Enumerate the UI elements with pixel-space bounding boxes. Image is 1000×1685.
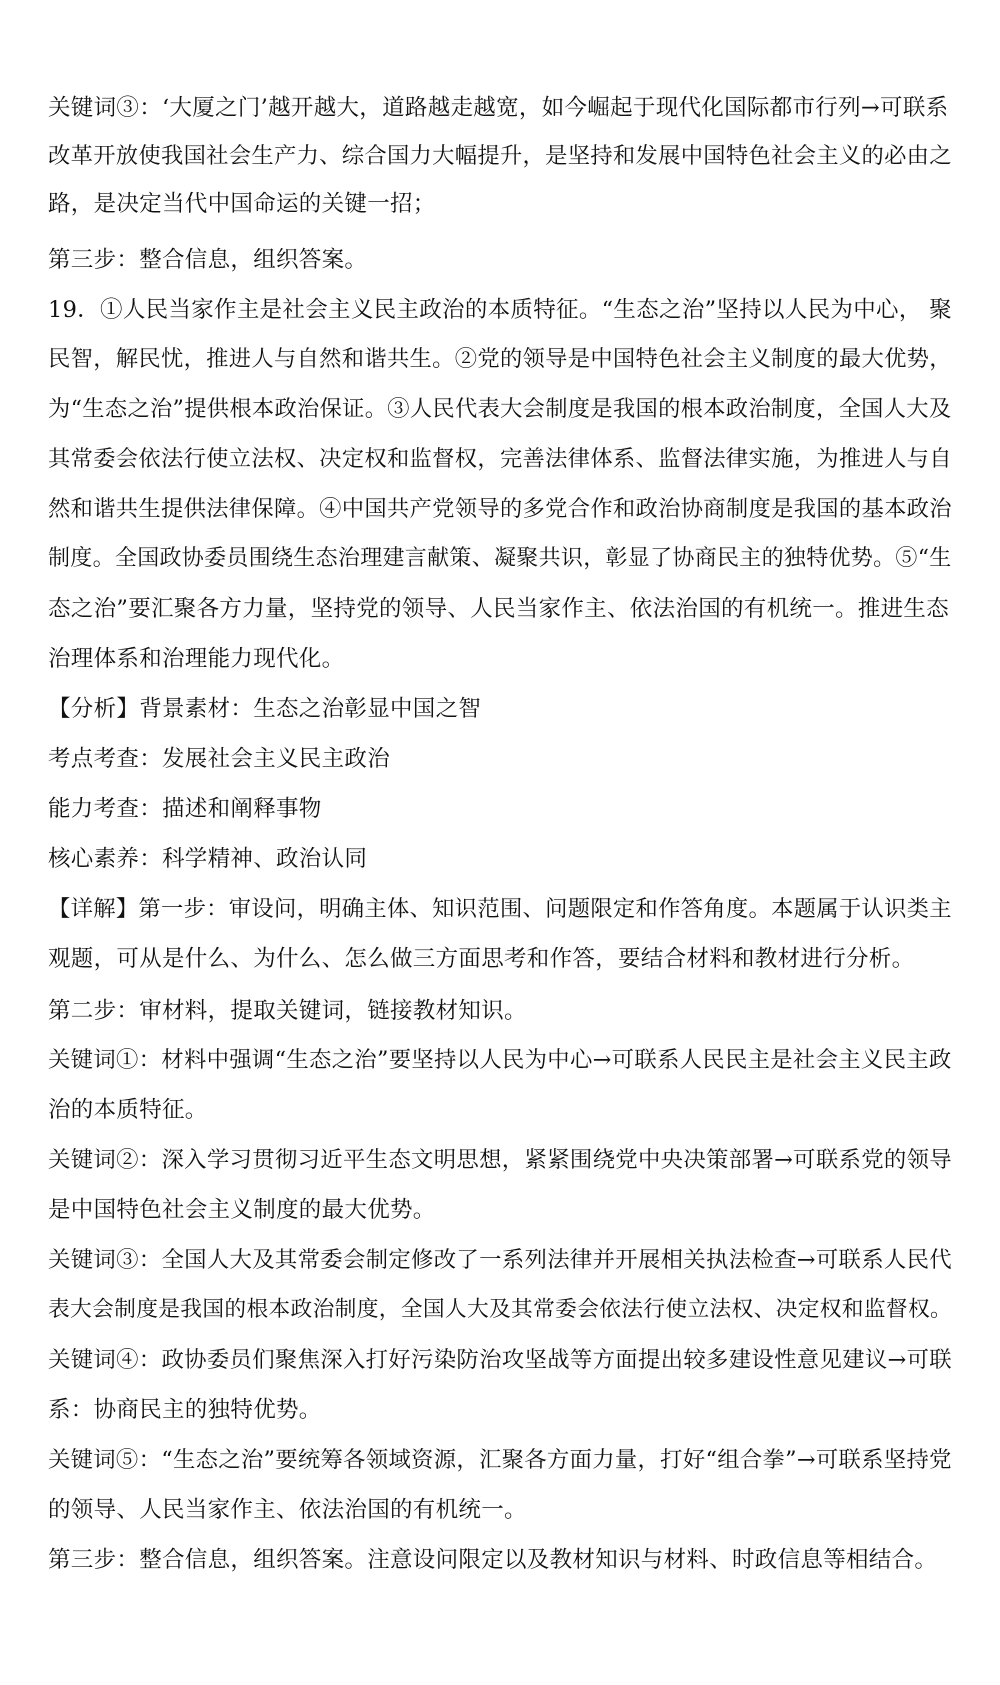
text-line: 关键词②：深入学习贯彻习近平生态文明思想，紧紧围绕党中央决策部署→可联系党的领导 [48,1147,952,1173]
text-line: 的领导、人民当家作主、依法治国的有机统一。 [48,1497,527,1523]
text-line: 其常委会依法行使立法权、决定权和监督权，完善法律体系、监督法律实施，为推进人与自 [48,446,952,472]
text-line: 治的本质特征。 [48,1097,208,1123]
text-line: 19．①人民当家作主是社会主义民主政治的本质特征。“生态之治”坚持以人民为中心， 聚 [48,297,952,323]
text-line: 态之治”要汇聚各方力量，坚持党的领导、人民当家作主、依法治国的有机统一。推进生态 [48,596,950,622]
text-line: 关键词④：政协委员们聚焦深入打好污染防治攻坚战等方面提出较多建设性意见建议→可联 [48,1347,952,1373]
text-line: 为“生态之治”提供根本政治保证。③人民代表大会制度是我国的根本政治制度，全国人大及 [48,396,952,422]
text-line: 【详解】第一步：审设问，明确主体、知识范围、问题限定和作答角度。本题属于认识类主 [48,896,952,922]
text-line: 表大会制度是我国的根本政治制度，全国人大及其常委会依法行使立法权、决定权和监督权。 [48,1297,953,1322]
text-line: 民智，解民忧，推进人与自然和谐共生。②党的领导是中国特色社会主义制度的最大优势， [48,346,952,372]
text-line: 考点考查：发展社会主义民主政治 [48,746,391,772]
text-line: 改革开放使我国社会生产力、综合国力大幅提升，是坚持和发展中国特色社会主义的必由之 [48,143,952,169]
text-line: 核心素养：科学精神、政治认同 [48,846,368,872]
text-line: 系：协商民主的独特优势。 [48,1397,322,1423]
text-line: 治理体系和治理能力现代化。 [48,646,345,672]
text-line: 制度。全国政协委员围绕生态治理建言献策、凝聚共识，彰显了协商民主的独特优势。⑤“生 [48,546,952,571]
text-line: 【分析】背景素材：生态之治彰显中国之智 [48,696,482,722]
text-line: 是中国特色社会主义制度的最大优势。 [48,1197,436,1223]
text-line: 关键词③：‘大厦之门’越开越大，道路越走越宽，如今崛起于现代化国际都市行列→可联系 [48,95,949,121]
text-line: 观题，可从是什么、为什么、怎么做三方面思考和作答，要结合材料和教材进行分析。 [48,946,915,972]
text-line: 第二步：审材料，提取关键词，链接教材知识。 [48,998,527,1024]
text-line: 第三步：整合信息，组织答案。注意设问限定以及教材知识与材料、时政信息等相结合。 [48,1547,938,1573]
text-line: 关键词①：材料中强调“生态之治”要坚持以人民为中心→可联系人民民主是社会主义民主政 [48,1047,952,1073]
text-line: 路，是决定当代中国命运的关键一招； [48,191,436,217]
text-line: 能力考查：描述和阐释事物 [48,796,322,822]
text-line: 第三步：整合信息，组织答案。 [48,247,368,273]
text-line: 关键词⑤：“生态之治”要统筹各领域资源，汇聚各方面力量，打好“组合拳”→可联系坚持党 [48,1447,952,1473]
text-line: 然和谐共生提供法律保障。④中国共产党领导的多党合作和政治协商制度是我国的基本政治 [48,496,952,522]
text-line: 关键词③：全国人大及其常委会制定修改了一系列法律并开展相关执法检查→可联系人民代 [48,1247,952,1273]
